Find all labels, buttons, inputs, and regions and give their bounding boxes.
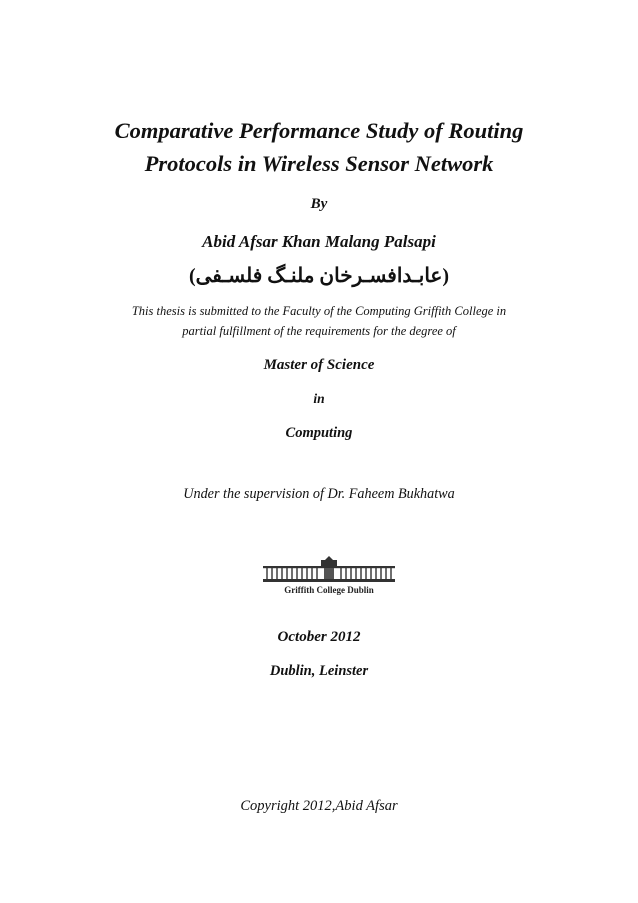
college-building-icon (263, 556, 395, 582)
by-label: By (310, 196, 328, 212)
thesis-description-line-2: partial fulfillment of the requirements for the degree of (182, 324, 456, 338)
degree-field: Computing (285, 425, 353, 441)
thesis-description-line-1: This thesis is submitted to the Faculty of the Computing Griffith College in (131, 304, 507, 318)
supervisor-line: Under the supervision of Dr. Faheem Bukhatwa (183, 486, 455, 502)
thesis-title-line-1: Comparative Performance Study of Routing (114, 118, 524, 143)
college-logo (257, 556, 401, 600)
degree-name: Master of Science (263, 357, 375, 373)
submission-location: Dublin, Leinster (269, 663, 369, 679)
in-label: in (313, 391, 325, 406)
copyright-notice: Copyright 2012,Abid Afsar (240, 798, 398, 814)
author-name-urdu: (عابـدافسـرخان ملنـگ فلسـفی) (188, 265, 450, 287)
college-logo-text: Griffith College Dublin (284, 585, 374, 595)
author-name: Abid Afsar Khan Malang Palsapi (202, 232, 436, 251)
thesis-title-line-2: Protocols in Wireless Sensor Network (144, 151, 494, 176)
submission-date: October 2012 (277, 629, 361, 645)
